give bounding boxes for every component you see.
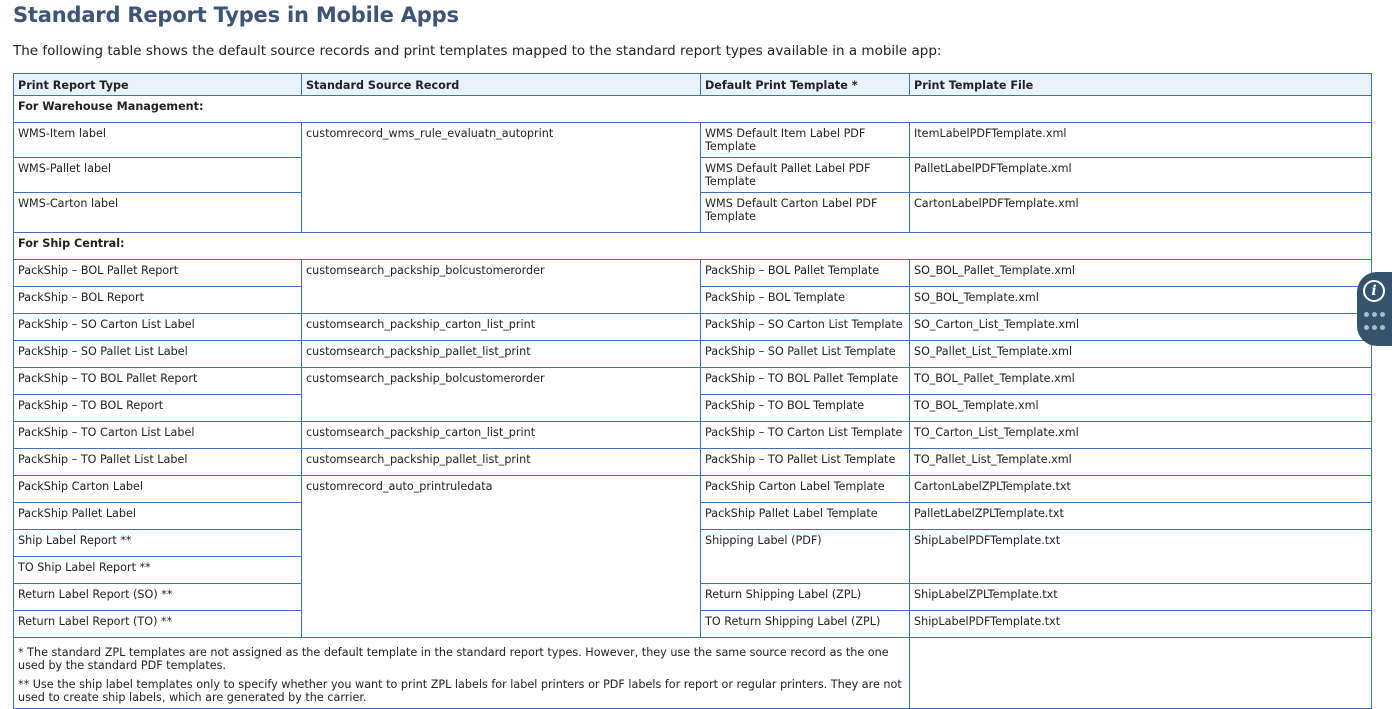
file-cell: CartonLabelZPLTemplate.txt <box>910 476 1372 503</box>
source-record-cell: customsearch_packship_carton_list_print <box>302 422 701 449</box>
file-cell: ItemLabelPDFTemplate.xml <box>910 123 1372 158</box>
template-cell: WMS Default Item Label PDF Template <box>701 123 910 158</box>
template-cell: PackShip – TO BOL Template <box>701 395 910 422</box>
file-cell: SO_BOL_Pallet_Template.xml <box>910 260 1372 287</box>
template-cell: PackShip – TO BOL Pallet Template <box>701 368 910 395</box>
help-side-widget <box>1357 272 1392 346</box>
template-cell: PackShip – SO Pallet List Template <box>701 341 910 368</box>
footnotes-cell <box>14 638 910 709</box>
table-header-row <box>14 74 1372 96</box>
report-type-cell: PackShip – TO Pallet List Label <box>14 449 302 476</box>
grid-dot <box>1364 325 1369 330</box>
table-row <box>14 368 1372 395</box>
page-title: Standard Report Types in Mobile Apps <box>13 3 459 27</box>
report-type-cell: WMS-Pallet label <box>14 158 302 193</box>
template-cell: PackShip – BOL Template <box>701 287 910 314</box>
grid-icon[interactable] <box>1364 312 1386 334</box>
file-cell: PalletLabelZPLTemplate.txt <box>910 503 1372 530</box>
report-type-cell: TO Ship Label Report ** <box>14 557 302 584</box>
header-source-record: Standard Source Record <box>302 74 701 96</box>
file-cell: TO_Carton_List_Template.xml <box>910 422 1372 449</box>
source-record-cell: customsearch_packship_pallet_list_print <box>302 449 701 476</box>
template-cell: PackShip – TO Carton List Template <box>701 422 910 449</box>
template-cell: WMS Default Carton Label PDF Template <box>701 193 910 233</box>
empty-cell <box>910 638 1372 709</box>
grid-dot <box>1380 312 1385 317</box>
file-cell: TO_BOL_Pallet_Template.xml <box>910 368 1372 395</box>
file-cell: PalletLabelPDFTemplate.xml <box>910 158 1372 193</box>
report-type-cell: Ship Label Report ** <box>14 530 302 557</box>
file-cell: TO_BOL_Template.xml <box>910 395 1372 422</box>
template-cell: PackShip Carton Label Template <box>701 476 910 503</box>
file-cell: ShipLabelZPLTemplate.txt <box>910 584 1372 611</box>
source-record-cell: customsearch_packship_bolcustomerorder <box>302 260 701 314</box>
report-type-cell: Return Label Report (TO) ** <box>14 611 302 638</box>
info-icon[interactable]: i <box>1363 280 1385 302</box>
table-row <box>14 341 1372 368</box>
template-cell: PackShip Pallet Label Template <box>701 503 910 530</box>
report-type-cell: PackShip – TO Carton List Label <box>14 422 302 449</box>
report-type-cell: WMS-Item label <box>14 123 302 158</box>
template-cell: TO Return Shipping Label (ZPL) <box>701 611 910 638</box>
file-cell: SO_BOL_Template.xml <box>910 287 1372 314</box>
grid-dot <box>1372 312 1377 317</box>
template-cell: Return Shipping Label (ZPL) <box>701 584 910 611</box>
file-cell: CartonLabelPDFTemplate.xml <box>910 193 1372 233</box>
file-cell: ShipLabelPDFTemplate.txt <box>910 530 1372 584</box>
footnote-1: * The standard ZPL templates are not assigned as the default template in the standard report types. However, they use the same source record as the one used by the standard PDF templates. <box>18 646 889 672</box>
source-record-cell: customrecord_auto_printruledata <box>302 476 701 638</box>
file-cell: SO_Carton_List_Template.xml <box>910 314 1372 341</box>
section-warehouse: For Warehouse Management: <box>14 96 1372 123</box>
section-row <box>14 233 1372 260</box>
report-type-cell: PackShip – SO Carton List Label <box>14 314 302 341</box>
source-record-cell: customsearch_packship_bolcustomerorder <box>302 368 701 422</box>
section-ship-central: For Ship Central: <box>14 233 1372 260</box>
template-cell: PackShip – SO Carton List Template <box>701 314 910 341</box>
report-type-cell: Return Label Report (SO) ** <box>14 584 302 611</box>
file-cell: SO_Pallet_List_Template.xml <box>910 341 1372 368</box>
file-cell: TO_Pallet_List_Template.xml <box>910 449 1372 476</box>
header-template-file: Print Template File <box>910 74 1372 96</box>
template-cell: Shipping Label (PDF) <box>701 530 910 584</box>
template-cell: WMS Default Pallet Label PDF Template <box>701 158 910 193</box>
grid-dot <box>1380 325 1385 330</box>
template-cell: PackShip – BOL Pallet Template <box>701 260 910 287</box>
notes-row <box>14 638 1372 709</box>
table-row <box>14 449 1372 476</box>
report-type-cell: PackShip – TO BOL Report <box>14 395 302 422</box>
file-cell: ShipLabelPDFTemplate.txt <box>910 611 1372 638</box>
template-cell: PackShip – TO Pallet List Template <box>701 449 910 476</box>
section-row <box>14 96 1372 123</box>
report-type-cell: PackShip – BOL Pallet Report <box>14 260 302 287</box>
report-type-cell: PackShip Carton Label <box>14 476 302 503</box>
table-row <box>14 476 1372 503</box>
header-report-type: Print Report Type <box>14 74 302 96</box>
table-row <box>14 123 1372 158</box>
header-default-template: Default Print Template * <box>701 74 910 96</box>
grid-dot <box>1372 325 1377 330</box>
table-row <box>14 422 1372 449</box>
source-record-cell: customrecord_wms_rule_evaluatn_autoprint <box>302 123 701 233</box>
report-type-cell: PackShip – BOL Report <box>14 287 302 314</box>
source-record-cell: customsearch_packship_carton_list_print <box>302 314 701 341</box>
report-type-cell: PackShip – TO BOL Pallet Report <box>14 368 302 395</box>
source-record-cell: customsearch_packship_pallet_list_print <box>302 341 701 368</box>
report-type-cell: PackShip Pallet Label <box>14 503 302 530</box>
report-type-cell: WMS-Carton label <box>14 193 302 233</box>
table-row <box>14 260 1372 287</box>
intro-text: The following table shows the default source records and print templates mapped to the standard report types available in a mobile app: <box>13 43 942 59</box>
grid-dot <box>1364 312 1369 317</box>
table-row <box>14 314 1372 341</box>
report-types-table <box>13 73 1372 709</box>
footnote-2: ** Use the ship label templates only to specify whether you want to print ZPL labels for label printers or PDF labels for report or regular printers. They are not used to create ship labels, which are generated by the carrier. <box>18 678 902 704</box>
report-type-cell: PackShip – SO Pallet List Label <box>14 341 302 368</box>
